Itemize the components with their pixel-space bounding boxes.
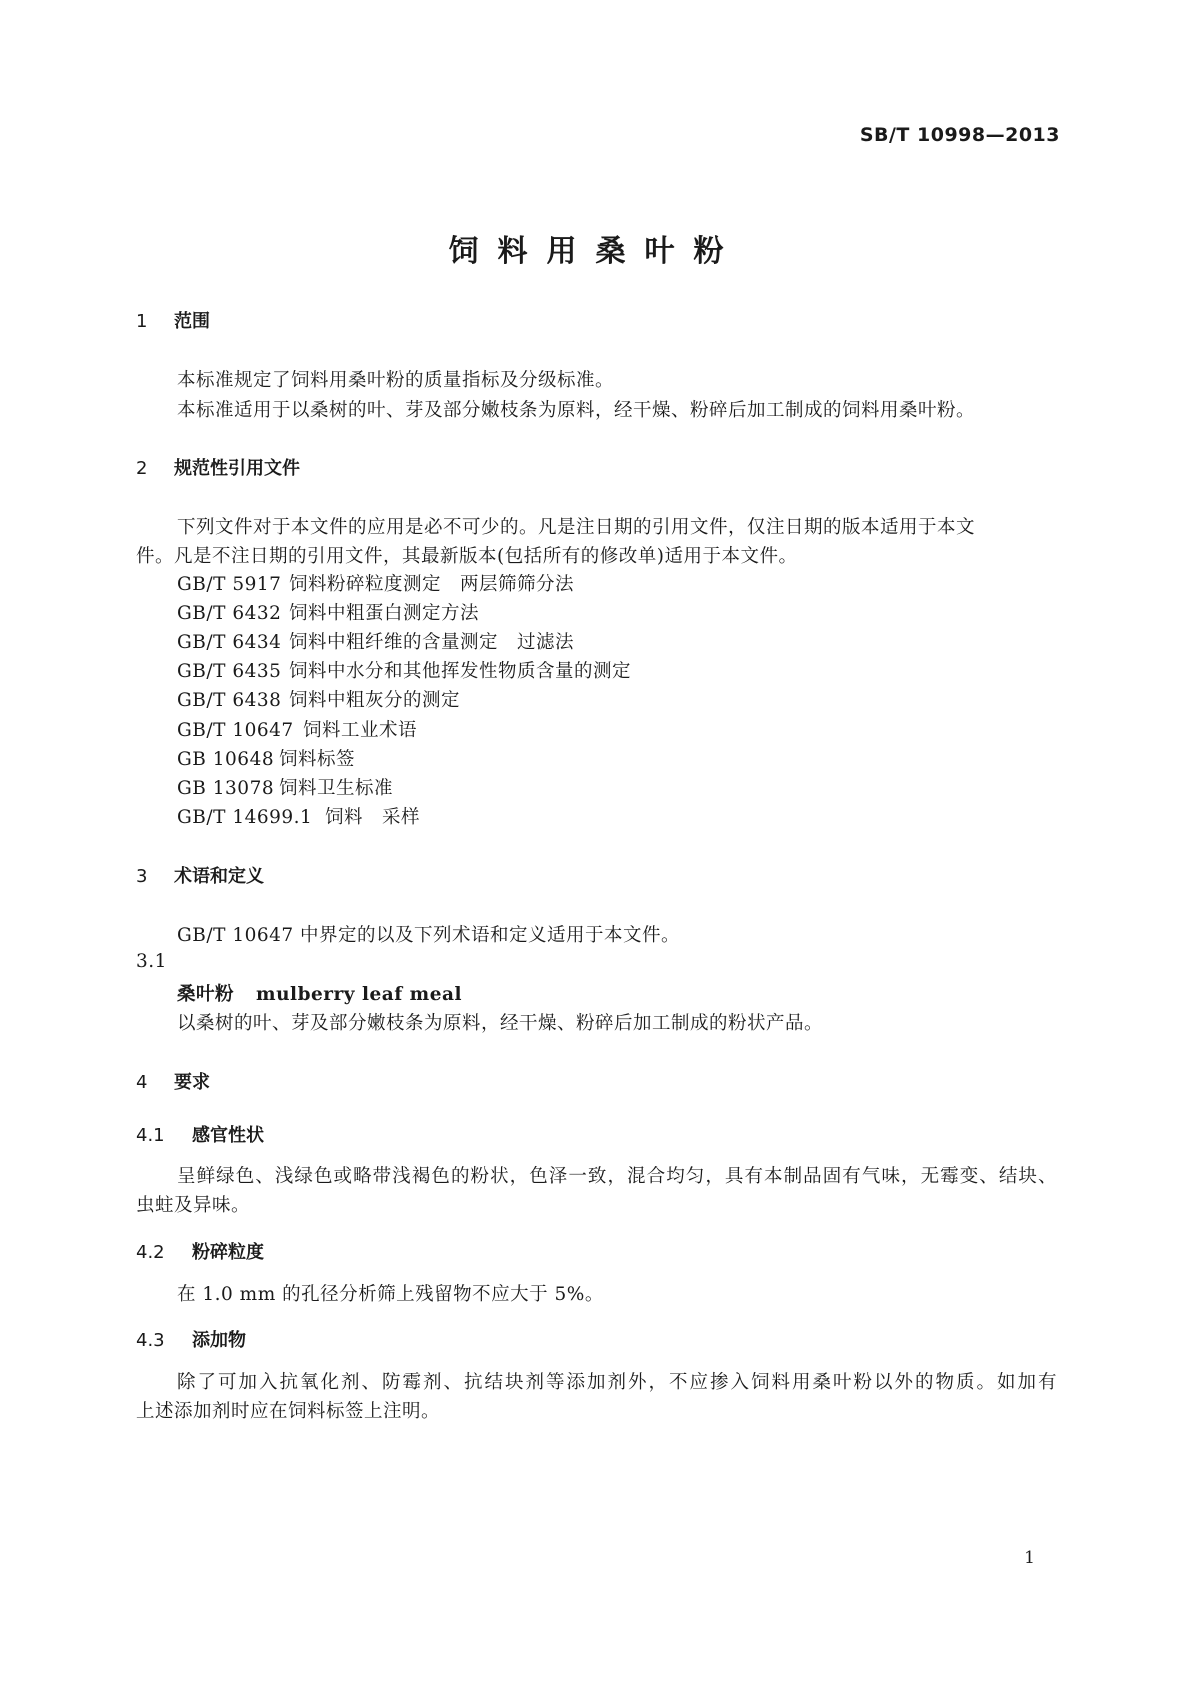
subsection-title: 粉碎粒度 xyxy=(192,1242,264,1263)
section-heading-terms-definitions xyxy=(136,862,264,888)
scope-paragraph-2: 本标准适用于以桑树的叶、芽及部分嫩枝条为原料，经干燥、粉碎后加工制成的饲料用桑叶粉。 xyxy=(177,400,976,421)
reference-title: 饲料中粗灰分的测定 xyxy=(289,690,461,711)
particle-size-text: 在 1.0 mm 的孔径分析筛上残留物不应大于 5%。 xyxy=(177,1284,604,1305)
section-number: 1 xyxy=(136,311,148,332)
term-definition: 以桑树的叶、芽及部分嫩枝条为原料，经干燥、粉碎后加工制成的粉状产品。 xyxy=(177,1013,824,1034)
section-number: 3 xyxy=(136,866,148,887)
section-heading-requirements xyxy=(136,1068,210,1094)
reference-item xyxy=(177,803,420,829)
document-title: 饲料用桑叶粉 xyxy=(448,234,743,269)
reference-item xyxy=(177,599,479,625)
reference-code: GB/T 6434 xyxy=(177,632,282,653)
sensory-text-line-2: 虫蛀及异味。 xyxy=(136,1195,251,1216)
section-heading-scope xyxy=(136,307,210,333)
reference-item xyxy=(177,628,574,654)
reference-item xyxy=(177,774,393,800)
reference-item xyxy=(177,745,355,771)
subsection-number: 4.1 xyxy=(136,1125,165,1146)
subsection-heading-sensory xyxy=(136,1121,264,1147)
page-number: 1 xyxy=(1024,1548,1035,1568)
subsection-number: 4.2 xyxy=(136,1242,165,1263)
term-number: 3.1 xyxy=(136,951,167,972)
reference-item xyxy=(177,686,460,712)
terms-intro-paragraph: GB/T 10647 中界定的以及下列术语和定义适用于本文件。 xyxy=(177,925,681,946)
term-entry xyxy=(177,980,462,1006)
subsection-number: 4.3 xyxy=(136,1330,165,1351)
section-title: 要求 xyxy=(174,1072,210,1093)
section-number: 4 xyxy=(136,1072,148,1093)
subsection-heading-additives xyxy=(136,1326,246,1352)
term-name-chinese: 桑叶粉 xyxy=(177,984,235,1005)
standard-number: SB/T 10998—2013 xyxy=(859,124,1060,146)
reference-code: GB/T 10647 xyxy=(177,720,294,741)
reference-title: 饲料工业术语 xyxy=(303,720,418,741)
reference-title: 饲料标签 xyxy=(279,749,356,770)
subsection-title: 添加物 xyxy=(192,1330,246,1351)
reference-title: 饲料 采样 xyxy=(325,807,421,828)
section-heading-normative-references xyxy=(136,454,300,480)
reference-title: 饲料中水分和其他挥发性物质含量的测定 xyxy=(289,661,632,682)
reference-code: GB/T 6435 xyxy=(177,661,282,682)
scope-paragraph-1: 本标准规定了饲料用桑叶粉的质量指标及分级标准。 xyxy=(177,370,615,391)
reference-code: GB/T 6438 xyxy=(177,690,282,711)
term-name-english: mulberry leaf meal xyxy=(256,984,463,1005)
references-intro-line-2: 件。凡是不注日期的引用文件，其最新版本(包括所有的修改单)适用于本文件。 xyxy=(136,546,798,567)
additives-text-line-1: 除了可加入抗氧化剂、防霉剂、抗结块剂等添加剂外，不应掺入饲料用桑叶粉以外的物质。如加有 xyxy=(177,1372,1057,1393)
section-number: 2 xyxy=(136,458,148,479)
reference-code: GB 13078 xyxy=(177,778,275,799)
section-title: 术语和定义 xyxy=(174,866,264,887)
reference-title: 饲料中粗蛋白测定方法 xyxy=(289,603,480,624)
section-title: 规范性引用文件 xyxy=(174,458,300,479)
reference-title: 饲料粉碎粒度测定 两层筛筛分法 xyxy=(289,574,575,595)
reference-code: GB/T 6432 xyxy=(177,603,282,624)
reference-item xyxy=(177,657,631,683)
reference-item xyxy=(177,570,574,596)
subsection-title: 感官性状 xyxy=(192,1125,264,1146)
references-intro-line-1: 下列文件对于本文件的应用是必不可少的。凡是注日期的引用文件，仅注日期的版本适用于本文 xyxy=(177,517,976,538)
subsection-heading-particle-size xyxy=(136,1238,264,1264)
section-title: 范围 xyxy=(174,311,210,332)
reference-code: GB/T 5917 xyxy=(177,574,282,595)
additives-text-line-2: 上述添加剂时应在饲料标签上注明。 xyxy=(136,1401,441,1422)
reference-item xyxy=(177,716,417,742)
reference-code: GB/T 14699.1 xyxy=(177,807,313,828)
sensory-text-line-1: 呈鲜绿色、浅绿色或略带浅褐色的粉状，色泽一致，混合均匀，具有本制品固有气味，无霉变、结块、 xyxy=(177,1166,1057,1187)
reference-title: 饲料卫生标准 xyxy=(279,778,394,799)
reference-code: GB 10648 xyxy=(177,749,275,770)
reference-title: 饲料中粗纤维的含量测定 过滤法 xyxy=(289,632,575,653)
